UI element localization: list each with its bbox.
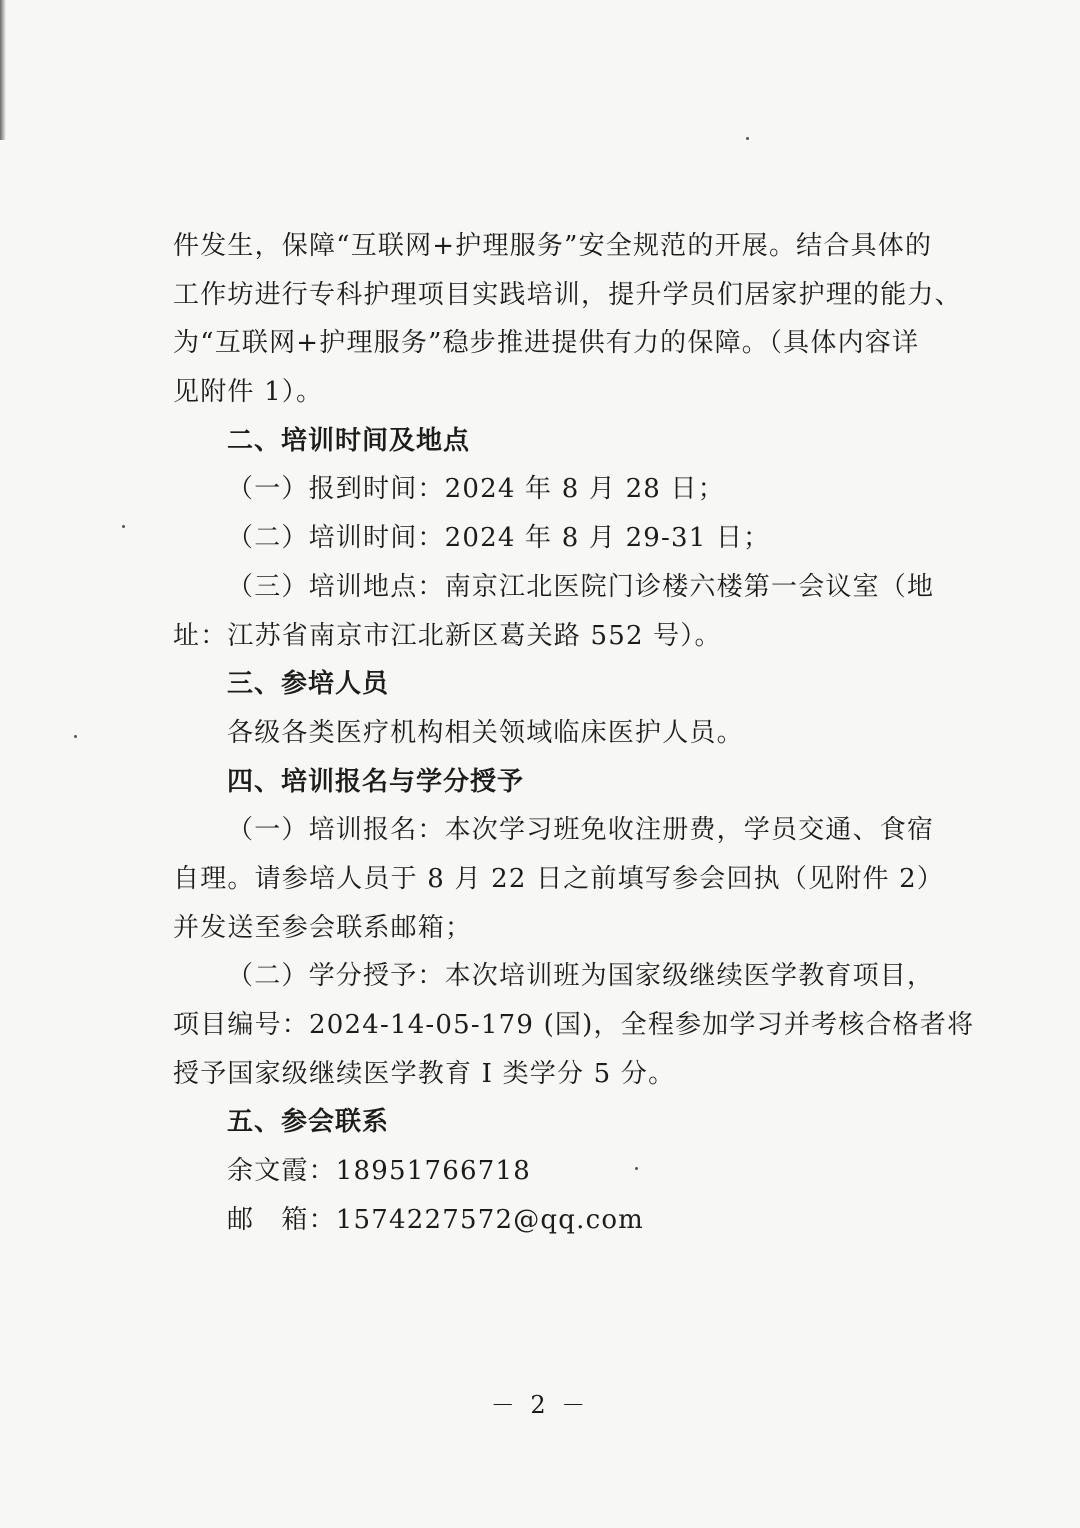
training-address: 址：江苏省南京市江北新区葛关路 552 号）。 [173, 620, 722, 651]
report-time: （一）报到时间：2024 年 8 月 28 日； [227, 474, 725, 505]
page-number: － 2 － [490, 1391, 590, 1419]
paragraph-line: 为“互联网+护理服务”稳步推进提供有力的保障。（具体内容详 [173, 328, 920, 359]
registration-line: 并发送至参会联系邮箱； [173, 912, 473, 943]
training-time: （二）培训时间：2024 年 8 月 29-31 日； [227, 523, 771, 554]
registration-line: （一）培训报名：本次学习班免收注册费，学员交通、食宿 [227, 815, 935, 846]
contact-email: 邮 箱：1574227572@qq.com [227, 1204, 645, 1235]
credit-line: 项目编号：2024-14-05-179 (国)，全程参加学习并考核合格者将 [173, 1010, 975, 1040]
document-body [173, 222, 975, 1244]
section-heading-4: 四、培训报名与学分授予 [227, 766, 525, 797]
section-heading-2: 二、培训时间及地点 [227, 425, 471, 456]
training-location: （三）培训地点：南京江北医院门诊楼六楼第一会议室（地 [227, 571, 935, 602]
registration-line: 自理。请参培人员于 8 月 22 日之前填写参会回执（见附件 2） [173, 863, 945, 894]
credit-line: （二）学分授予：本次培训班为国家级继续医学教育项目， [227, 961, 935, 992]
section-heading-5: 五、参会联系 [227, 1107, 390, 1138]
section-heading-3: 三、参培人员 [227, 669, 390, 700]
scan-edge-shadow [0, 0, 6, 140]
scan-speck [74, 735, 77, 738]
paragraph-line: 见附件 1）。 [173, 377, 324, 408]
contact-phone: 余文霞：18951766718 [227, 1156, 531, 1187]
credit-line: 授予国家级继续医学教育 I 类学分 5 分。 [173, 1058, 676, 1089]
scan-speck [746, 137, 749, 140]
participants: 各级各类医疗机构相关领域临床医护人员。 [227, 717, 744, 748]
scan-speck [122, 525, 125, 528]
paragraph-line: 件发生，保障“互联网+护理服务”安全规范的开展。结合具体的 [173, 231, 933, 261]
paragraph-line: 工作坊进行专科护理项目实践培训，提升学员们居家护理的能力、 [173, 279, 962, 310]
